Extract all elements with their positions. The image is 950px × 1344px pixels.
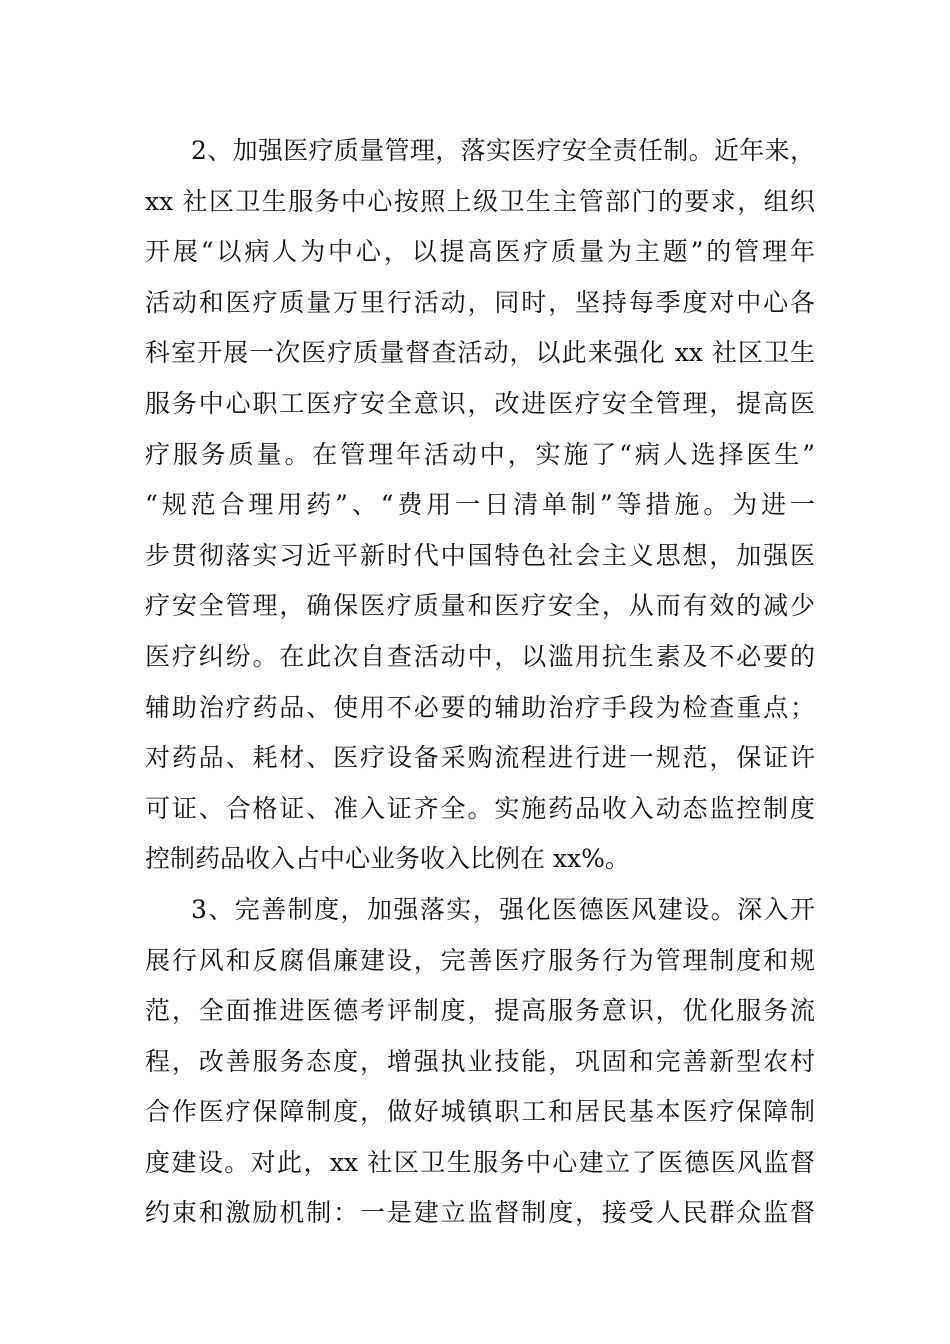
paragraph-medical-ethics	[145, 885, 815, 1239]
text-line: 医疗纠纷。在此次自查活动中，以滥用抗生素及不必要的	[145, 641, 815, 671]
text-line: 范，全面推进医德考评制度，提高服务意识，优化服务流	[145, 996, 815, 1026]
text-line: 3、完善制度，加强落实，强化医德医风建设。深入开	[191, 894, 815, 924]
text-line: 程，改善服务态度，增强执业技能，巩固和完善新型农村	[145, 1046, 815, 1076]
text-line: 对药品、耗材、医疗设备采购流程进行进一规范，保证许	[145, 743, 815, 773]
text-line: 度建设。对此，xx 社区卫生服务中心建立了医德医风监督	[145, 1147, 815, 1177]
text-line: 疗服务质量。在管理年活动中，实施了“病人选择医生”	[145, 439, 815, 469]
text-line: xx 社区卫生服务中心按照上级卫生主管部门的要求，组织	[145, 186, 815, 216]
text-line: 展行风和反腐倡廉建设，完善医疗服务行为管理制度和规	[145, 945, 815, 975]
text-line: 合作医疗保障制度，做好城镇职工和居民基本医疗保障制	[145, 1097, 815, 1127]
text-line: 开展“以病人为中心，以提高医疗质量为主题”的管理年	[145, 237, 815, 267]
paragraph-quality-management	[145, 126, 815, 885]
text-line: 活动和医疗质量万里行活动，同时，坚持每季度对中心各	[145, 287, 815, 317]
text-line: 2、加强医疗质量管理，落实医疗安全责任制。近年来，	[191, 136, 815, 165]
text-line: 控制药品收入占中心业务收入比例在 xx%。	[145, 844, 630, 874]
text-line: 步贯彻落实习近平新时代中国特色社会主义思想，加强医	[145, 540, 815, 570]
document-body	[145, 126, 815, 1239]
text-line: 可证、合格证、准入证齐全。实施药品收入动态监控制度	[145, 793, 815, 823]
text-line: 约束和激励机制：一是建立监督制度，接受人民群众监督	[145, 1198, 815, 1228]
text-line: “规范合理用药”、“费用一日清单制”等措施。为进一	[145, 490, 815, 520]
text-line: 科室开展一次医疗质量督查活动，以此来强化 xx 社区卫生	[145, 338, 815, 368]
text-line: 服务中心职工医疗安全意识，改进医疗安全管理，提高医	[145, 388, 815, 418]
text-line: 辅助治疗药品、使用不必要的辅助治疗手段为检查重点；	[145, 692, 815, 722]
text-line: 疗安全管理，确保医疗质量和医疗安全，从而有效的减少	[145, 591, 815, 621]
